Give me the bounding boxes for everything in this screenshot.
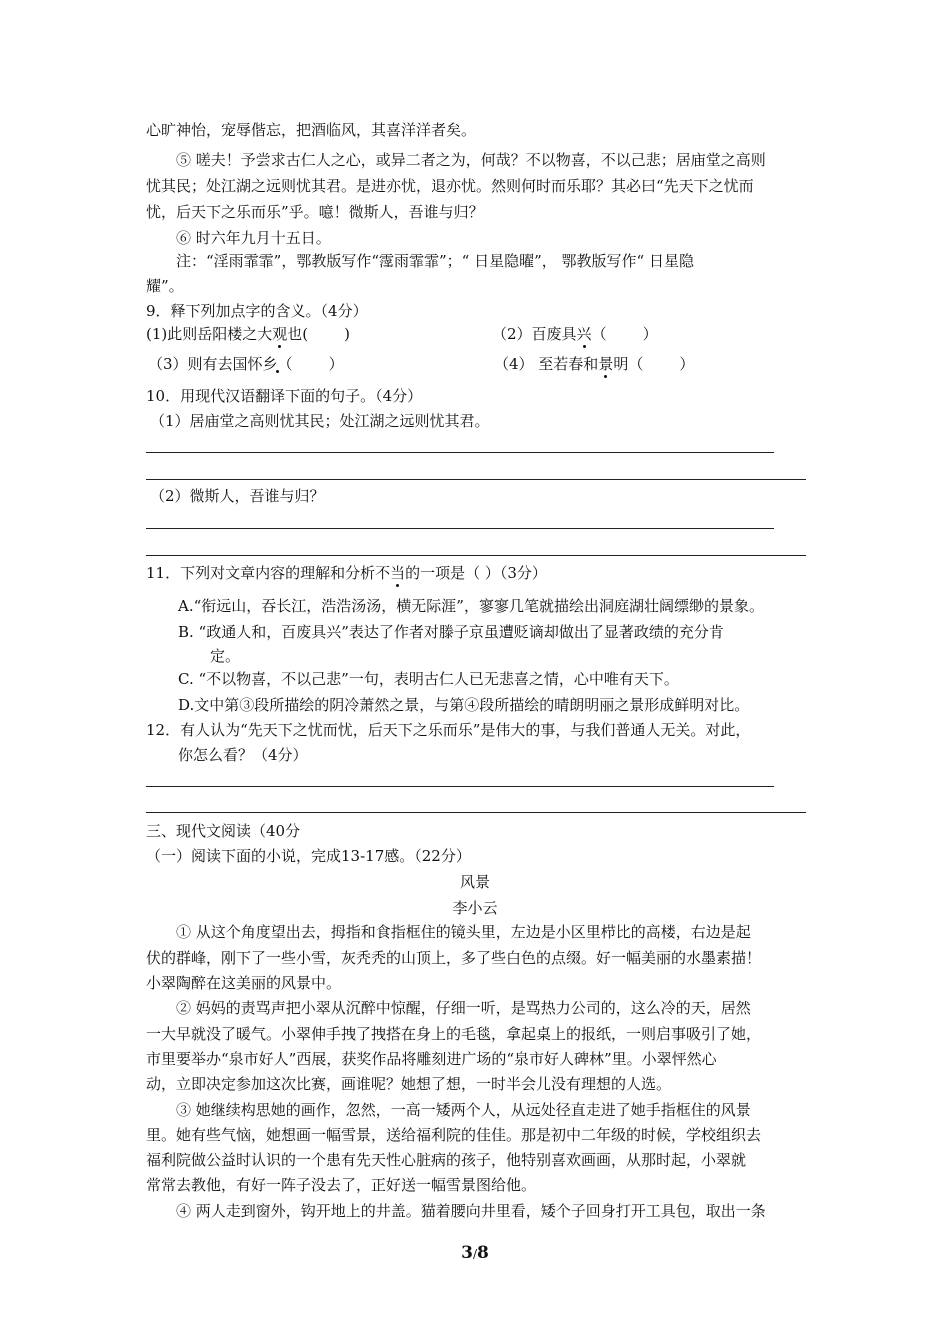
- option-c: C. “不以物喜，不以己悲”一句，表明古仁人已无悲喜之情，心中唯有天下。: [178, 670, 679, 688]
- section-subheading: （一）阅读下面的小说，完成13-17感。（22分）: [146, 847, 471, 865]
- story-line: ④ 两人走到窗外，钩开地上的井盖。猫着腰向井里看，矮个子回身打开工具包，取出一条: [176, 1202, 766, 1220]
- emphasis-dot-char: 观: [272, 325, 288, 343]
- question-12-stem-continued: 你怎么看？（4分）: [178, 746, 308, 764]
- story-line: 市里要举办“泉市好人”西展，获奖作品将雕刻进广场的“泉市好人碑林”里。小翠怦然心: [146, 1050, 717, 1068]
- answer-line: [146, 452, 774, 453]
- passage-line: 心旷神怡，宠辱偕忘，把酒临风，其喜洋洋者矣。: [146, 121, 477, 139]
- story-title: 风景: [459, 873, 490, 891]
- passage-line: 忧其民；处江湖之远则忧其君。是进亦忧，退亦忧。然则何时而乐耶？其必曰“先天下之忧而: [146, 177, 754, 195]
- note-line: 注：“淫雨霏霏”，鄂教版写作“霪雨霏霏”；“ 日星隐曜”， 鄂教版写作“ 日星隐: [176, 252, 694, 270]
- option-a: A.“衔远山，吞长江，浩浩汤汤，横无际涯”，寥寥几笔就描绘出洞庭湖壮阔缥缈的景象。: [178, 597, 764, 615]
- question-9-item-4: （4） 至若春和景明（ ）: [494, 355, 695, 373]
- question-10-sentence-1: （1）居庙堂之高则忧其民；处江湖之远则忧其君。: [150, 412, 490, 430]
- question-9-item-3: （3）则有去国怀乡（ ）: [148, 355, 344, 373]
- answer-line: [146, 786, 774, 787]
- passage-line: ⑤ 嗟夫！予尝求古仁人之心，或异二者之为，何哉？不以物喜，不以己悲；居庙堂之高则: [176, 151, 766, 169]
- answer-line: [146, 479, 806, 480]
- story-line: 伏的群峰，刚下了一些小雪，灰秃秃的山顶上，多了些白色的点缀。好一幅美丽的水墨素描！: [146, 949, 762, 967]
- page-number: 3/8: [461, 1243, 489, 1263]
- option-b-continued: 定。: [210, 647, 241, 665]
- option-d: D.文中第③段所描绘的阴冷萧然之景，与第④段所描绘的晴朗明丽之景形成鲜明对比。: [178, 696, 750, 714]
- question-10-stem: 10．用现代汉语翻译下面的句子。（4分）: [146, 387, 423, 405]
- story-author: 李小云: [452, 899, 498, 917]
- passage-line: 忧，后天下之乐而乐”乎。噫！微斯人，吾谁与归？: [146, 203, 484, 221]
- section-heading: 三、现代文阅读（40分: [146, 822, 301, 840]
- story-line: 福利院做公益时认识的一个患有先天性心脏病的孩子，他特别喜欢画画，从那时起，小翠就: [146, 1151, 747, 1169]
- answer-line: [146, 528, 774, 529]
- option-b: B. “政通人和，百废具兴”表达了作者对滕子京虽遭贬谪却做出了显著政绩的充分肯: [178, 623, 724, 641]
- story-line: ① 从这个角度望出去，拇指和食指框住的镜头里，左边是小区里栉比的高楼，右边是起: [176, 923, 751, 941]
- story-line: 动，立即决定参加这次比赛，画谁呢？她想了想，一时半会儿没有理想的人选。: [146, 1075, 672, 1093]
- story-line: ③ 她继续构思她的画作，忽然，一高一矮两个人，从远处径直走进了她手指框住的风景: [176, 1101, 751, 1119]
- story-line: 小翠陶醉在这美丽的风景中。: [146, 974, 342, 992]
- story-line: 里。她有些气恼，她想画一幅雪景，送给福利院的佳佳。那是初中二年级的时候，学校组织去: [146, 1126, 762, 1144]
- note-line: 耀”。: [146, 277, 184, 295]
- question-9-stem: 9．释下列加点字的含义。（4分）: [146, 302, 368, 320]
- question-9-item-2: （2）百废具兴（ ）: [492, 325, 658, 343]
- emphasis-dot-char: 兴: [576, 325, 592, 343]
- emphasis-dot-char: 当: [390, 564, 406, 582]
- story-line: 一大早就没了暖气。小翠伸手拽了拽搭在身上的毛毯，拿起桌上的报纸，一则启事吸引了她，: [146, 1025, 762, 1043]
- story-line: 常常去教他，有好一阵子没去了，正好送一幅雪景图给他。: [146, 1176, 537, 1194]
- question-11-stem: 11．下列对文章内容的理解和分析不当的一项是（ ）（3分）: [146, 564, 547, 582]
- passage-line: ⑥ 时六年九月十五日。: [176, 229, 331, 247]
- story-line: ② 妈妈的责骂声把小翠从沉醉中惊醒，仔细一听，是骂热力公司的，这么冷的天，居然: [176, 999, 751, 1017]
- question-12-stem: 12．有人认为“先天下之忧而忧，后天下之乐而乐”是伟大的事，与我们普通人无关。对此，: [146, 721, 751, 739]
- question-9-item-1: (1)此则岳阳楼之大观也( ): [146, 325, 350, 343]
- question-10-sentence-2: （2）微斯人，吾谁与归？: [150, 487, 325, 505]
- answer-line: [146, 812, 806, 813]
- answer-line: [146, 555, 806, 556]
- emphasis-dot-char: 景: [598, 355, 614, 373]
